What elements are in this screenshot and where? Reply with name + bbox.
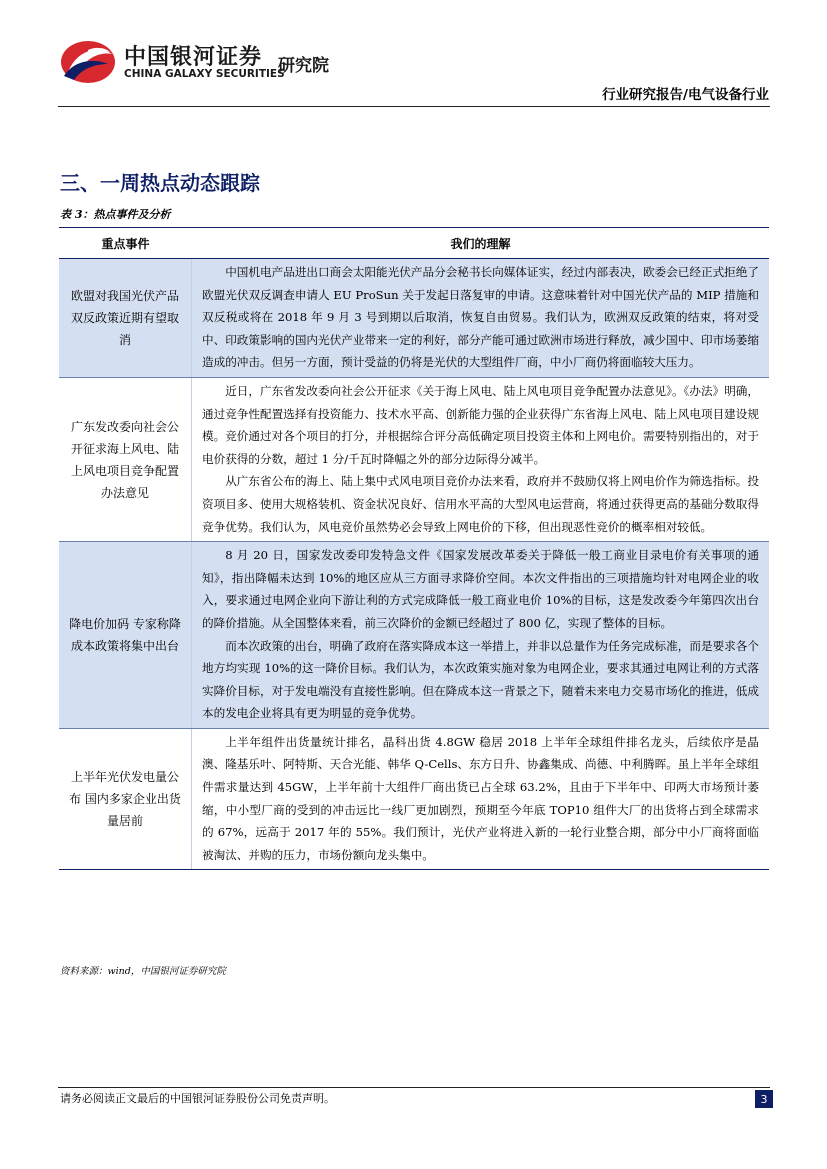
analysis-cell bbox=[192, 729, 769, 870]
analysis-paragraph: 从广东省公布的海上、陆上集中式风电项目竞价办法来看，政府并不鼓励仅将上网电价作为筛选指标。投资项目多、使用大规格装机、资金状况良好、信用水平高的大型风电运营商，将通过获得更高的基础分数取得竞争优势。我们认为，风电竞价虽然势必会导致上网电价的下移，但出现恶性竞价的概率相对较低。 bbox=[202, 474, 759, 534]
brand-name-cn: 中国银河证券 bbox=[124, 45, 263, 70]
analysis-cell bbox=[192, 542, 769, 728]
analysis-cell bbox=[192, 378, 769, 541]
table-row bbox=[59, 542, 769, 729]
header-divider bbox=[58, 106, 770, 107]
footer-disclaimer: 请务必阅读正文最后的中国银河证券股份公司免责声明。 bbox=[60, 1092, 335, 1105]
analysis-paragraph: 而本次政策的出台，明确了政府在落实降成本这一举措上，并非以总量作为任务完成标准，而是要求各个地方均实现 10%的这一降价目标。我们认为，本次政策实施对象为电网企业，要求其通过电网让利的方式落实降价目标，对于发电端没有直接性影响。但在降成本这一背景之下，随着未来电力交易市场化的推进，低成本的发电企业将具有更为明显的竞争优势。 bbox=[202, 638, 759, 721]
galaxy-logo-icon bbox=[58, 38, 118, 86]
hot-events-table bbox=[59, 227, 769, 870]
analysis-paragraph: 上半年组件出货量统计排名，晶科出货 4.8GW 稳居 2018 上半年全球组件排名龙头，后续依序是晶澳、隆基乐叶、阿特斯、天合光能、韩华 Q-Cells、东方日升、协鑫集成、尚德、中利腾晖。虽上半年全球组件需求量达到 45GW，上半年前十大组件厂商出货已占全球 63.2%，且由于下半年中、印两大市场预计萎缩，中小型厂商的受到的冲击远比一线厂更加剧烈，预期至今年底 TOP10 组件大厂的出货将占到全球需求的 67%，远高于 2017 年的 55%。我们预计，光伏产业将进入新的一轮行业整合期，部分中小厂商将面临被淘汰、并购的压力，市场份额向龙头集中。 bbox=[202, 734, 759, 862]
brand-institute: 研究院 bbox=[278, 56, 329, 76]
table-caption: 表 3：热点事件及分析 bbox=[60, 208, 171, 221]
analysis-paragraph: 8 月 20 日，国家发改委印发特急文件《国家发展改革委关于降低一般工商业目录电价有关事项的通知》，指出降幅未达到 10%的地区应从三方面寻求降价空间。本次文件指出的三项措施均针对电网企业的收入，要求通过电网企业向下游让利的方式完成降低一般工商业电价 10%的目标，这是发改委今年第四次出台的降价措施。从全国整体来看，前三次降价的金额已经超过了 800 亿，实现了整体的目标。 bbox=[202, 548, 759, 630]
brand-name-en: CHINA GALAXY SECURITIES bbox=[124, 68, 285, 80]
column-header-event: 重点事件 bbox=[101, 236, 150, 251]
event-cell: 欧盟对我国光伏产品双反政策近期有望取消 bbox=[59, 259, 192, 377]
event-cell: 上半年光伏发电量公布 国内多家企业出货量居前 bbox=[59, 729, 192, 870]
page-header bbox=[0, 0, 827, 110]
section-title: 三、一周热点动态跟踪 bbox=[60, 171, 260, 195]
table-header-row bbox=[59, 228, 769, 259]
page-number: 3 bbox=[755, 1090, 773, 1108]
event-cell: 降电价加码 专家称降成本政策将集中出台 bbox=[59, 542, 192, 728]
analysis-paragraph: 中国机电产品进出口商会太阳能光伏产品分会秘书长向媒体证实，经过内部表决，欧委会已经正式拒绝了欧盟光伏双反调查申请人 EU ProSun 关于发起日落复审的申请。这意味着针对中国光伏产品的 MIP 措施和双反税或将在 2018 年 9 月 3 号到期以后取消，恢复自由贸易。我们认为，欧洲双反政策的结束，将对受中、印政策影响的国内光伏产业带来一定的利好，部分产能可通过欧洲市场进行释放，减少国中、印市场萎缩造成的冲击。但另一方面，预计受益的仍将是光伏的大型组件厂商，中小厂商仍将面临较大压力。 bbox=[202, 265, 759, 370]
table-row bbox=[59, 378, 769, 542]
table-row bbox=[59, 729, 769, 870]
event-cell: 广东发改委向社会公开征求海上风电、陆上风电项目竞争配置办法意见 bbox=[59, 378, 192, 541]
table-row bbox=[59, 259, 769, 378]
analysis-paragraph: 近日，广东省发改委向社会公开征求《关于海上风电、陆上风电项目竞争配置办法意见》。《办法》明确，通过竞争性配置选择有投资能力、技术水平高、创新能力强的企业获得广东省海上风电、陆上风电项目建设规模。竞价通过对各个项目的打分，并根据综合评分高低确定项目投资主体和上网电价。需要特别指出的，对于电价获得的分数，超过 1 分/千瓦时降幅之外的部分边际得分减半。 bbox=[202, 383, 759, 466]
report-type: 行业研究报告/电气设备行业 bbox=[602, 87, 769, 103]
data-source: 资料来源：wind，中国银河证券研究院 bbox=[60, 966, 226, 977]
analysis-cell bbox=[192, 259, 769, 377]
footer-divider bbox=[58, 1087, 770, 1088]
column-header-analysis: 我们的理解 bbox=[450, 236, 511, 251]
